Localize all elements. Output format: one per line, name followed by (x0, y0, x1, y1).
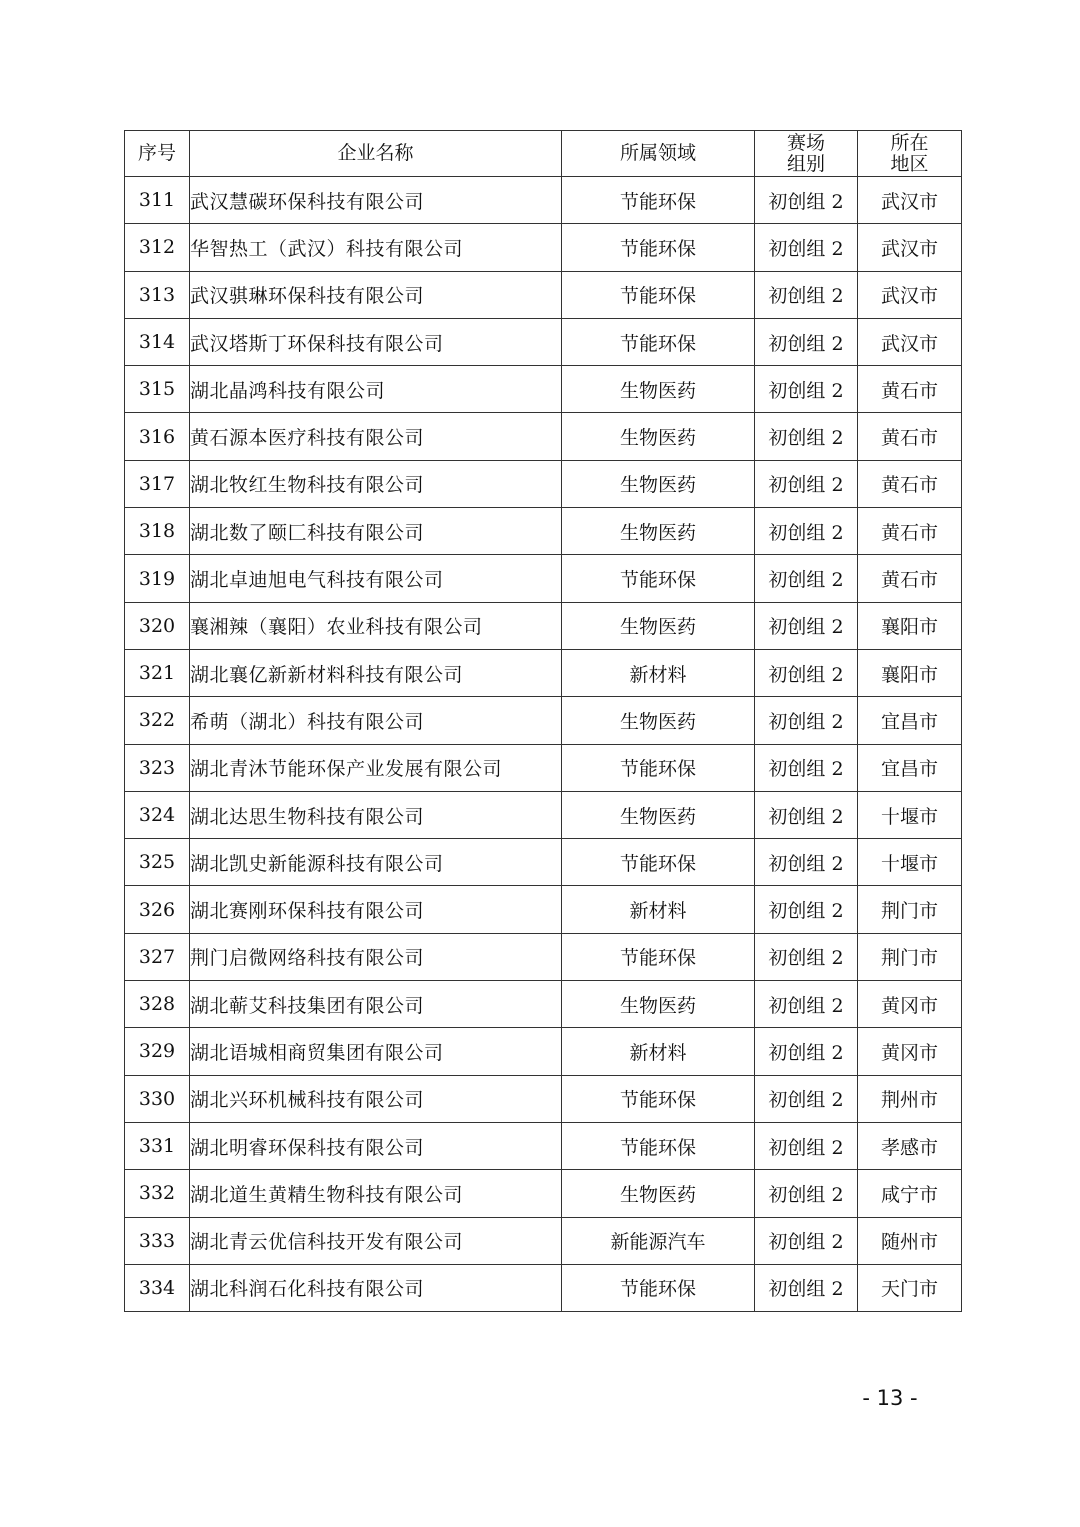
cell-group: 初创组 2 (755, 413, 858, 460)
cell-group: 初创组 2 (755, 1075, 858, 1122)
cell-no: 316 (125, 413, 190, 460)
cell-region: 黄冈市 (858, 1028, 962, 1075)
cell-group: 初创组 2 (755, 1122, 858, 1169)
cell-no: 325 (125, 839, 190, 886)
cell-group: 初创组 2 (755, 1028, 858, 1075)
cell-region: 武汉市 (858, 271, 962, 318)
cell-name: 湖北卓迪旭电气科技有限公司 (190, 555, 562, 602)
table-row (125, 1075, 962, 1122)
cell-region: 黄石市 (858, 555, 962, 602)
cell-name: 武汉塔斯丁环保科技有限公司 (190, 318, 562, 365)
cell-group: 初创组 2 (755, 271, 858, 318)
table-row (125, 649, 962, 696)
cell-group: 初创组 2 (755, 366, 858, 413)
table-row (125, 460, 962, 507)
table-row (125, 602, 962, 649)
cell-field: 节能环保 (562, 555, 755, 602)
cell-no: 332 (125, 1170, 190, 1217)
cell-no: 333 (125, 1217, 190, 1264)
cell-region: 荆州市 (858, 1075, 962, 1122)
table-row (125, 791, 962, 838)
cell-name: 湖北赛刚环保科技有限公司 (190, 886, 562, 933)
cell-group: 初创组 2 (755, 791, 858, 838)
table-row (125, 981, 962, 1028)
cell-region: 十堰市 (858, 791, 962, 838)
cell-group: 初创组 2 (755, 177, 858, 224)
cell-field: 节能环保 (562, 744, 755, 791)
cell-field: 生物医药 (562, 413, 755, 460)
cell-group: 初创组 2 (755, 744, 858, 791)
cell-group: 初创组 2 (755, 886, 858, 933)
cell-region: 宜昌市 (858, 697, 962, 744)
table-row (125, 1170, 962, 1217)
cell-group: 初创组 2 (755, 318, 858, 365)
cell-field: 生物医药 (562, 366, 755, 413)
cell-no: 314 (125, 318, 190, 365)
cell-region: 咸宁市 (858, 1170, 962, 1217)
cell-field: 生物医药 (562, 697, 755, 744)
cell-no: 317 (125, 460, 190, 507)
cell-region: 十堰市 (858, 839, 962, 886)
cell-field: 节能环保 (562, 839, 755, 886)
cell-region: 武汉市 (858, 318, 962, 365)
cell-field: 节能环保 (562, 177, 755, 224)
cell-group: 初创组 2 (755, 649, 858, 696)
table-row (125, 366, 962, 413)
cell-name: 荆门启微网络科技有限公司 (190, 933, 562, 980)
cell-region: 武汉市 (858, 224, 962, 271)
cell-no: 321 (125, 649, 190, 696)
cell-field: 节能环保 (562, 933, 755, 980)
cell-field: 节能环保 (562, 1075, 755, 1122)
cell-no: 328 (125, 981, 190, 1028)
cell-group: 初创组 2 (755, 1264, 858, 1311)
cell-group: 初创组 2 (755, 224, 858, 271)
header-group-line2: 组别 (786, 152, 825, 175)
cell-name: 湖北晶鸿科技有限公司 (190, 366, 562, 413)
cell-group: 初创组 2 (755, 460, 858, 507)
cell-no: 330 (125, 1075, 190, 1122)
cell-group: 初创组 2 (755, 697, 858, 744)
cell-no: 323 (125, 744, 190, 791)
cell-field: 节能环保 (562, 224, 755, 271)
cell-field: 生物医药 (562, 460, 755, 507)
cell-no: 313 (125, 271, 190, 318)
cell-field: 节能环保 (562, 1122, 755, 1169)
cell-group: 初创组 2 (755, 981, 858, 1028)
cell-name: 湖北凯史新能源科技有限公司 (190, 839, 562, 886)
table-body (125, 177, 962, 1312)
cell-field: 节能环保 (562, 1264, 755, 1311)
cell-name: 黄石源本医疗科技有限公司 (190, 413, 562, 460)
cell-field: 生物医药 (562, 602, 755, 649)
table-row (125, 555, 962, 602)
cell-name: 湖北兴环机械科技有限公司 (190, 1075, 562, 1122)
cell-name: 湖北青沐节能环保产业发展有限公司 (190, 744, 562, 791)
header-group-line1: 赛场 (786, 131, 825, 154)
cell-group: 初创组 2 (755, 508, 858, 555)
cell-region: 武汉市 (858, 177, 962, 224)
table-row (125, 1028, 962, 1075)
cell-name: 武汉慧碳环保科技有限公司 (190, 177, 562, 224)
cell-no: 334 (125, 1264, 190, 1311)
cell-no: 329 (125, 1028, 190, 1075)
cell-region: 随州市 (858, 1217, 962, 1264)
table-row (125, 697, 962, 744)
cell-group: 初创组 2 (755, 1170, 858, 1217)
table-row (125, 271, 962, 318)
cell-field: 新能源汽车 (562, 1217, 755, 1264)
table-row (125, 318, 962, 365)
table-row (125, 224, 962, 271)
table-row (125, 839, 962, 886)
cell-region: 黄冈市 (858, 981, 962, 1028)
enterprise-list-table (124, 130, 962, 1312)
cell-name: 湖北牧红生物科技有限公司 (190, 460, 562, 507)
cell-name: 湖北科润石化科技有限公司 (190, 1264, 562, 1311)
cell-no: 331 (125, 1122, 190, 1169)
cell-name: 湖北蕲艾科技集团有限公司 (190, 981, 562, 1028)
cell-name: 湖北青云优信科技开发有限公司 (190, 1217, 562, 1264)
cell-group: 初创组 2 (755, 1217, 858, 1264)
table-row (125, 1122, 962, 1169)
cell-no: 322 (125, 697, 190, 744)
cell-field: 新材料 (562, 649, 755, 696)
cell-field: 生物医药 (562, 791, 755, 838)
cell-region: 黄石市 (858, 366, 962, 413)
header-group (755, 131, 858, 177)
cell-field: 新材料 (562, 1028, 755, 1075)
cell-field: 节能环保 (562, 318, 755, 365)
table-row (125, 1264, 962, 1311)
cell-region: 黄石市 (858, 460, 962, 507)
cell-no: 327 (125, 933, 190, 980)
cell-no: 326 (125, 886, 190, 933)
cell-no: 315 (125, 366, 190, 413)
cell-group: 初创组 2 (755, 555, 858, 602)
cell-region: 天门市 (858, 1264, 962, 1311)
cell-no: 318 (125, 508, 190, 555)
header-field: 所属领域 (562, 131, 755, 177)
cell-region: 襄阳市 (858, 602, 962, 649)
cell-no: 312 (125, 224, 190, 271)
cell-name: 湖北襄亿新新材料科技有限公司 (190, 649, 562, 696)
cell-region: 襄阳市 (858, 649, 962, 696)
cell-no: 311 (125, 177, 190, 224)
cell-name: 襄湘辣（襄阳）农业科技有限公司 (190, 602, 562, 649)
header-region-line1: 所在 (890, 131, 929, 154)
table-header-row (125, 131, 962, 177)
cell-region: 黄石市 (858, 508, 962, 555)
cell-name: 华智热工（武汉）科技有限公司 (190, 224, 562, 271)
cell-region: 黄石市 (858, 413, 962, 460)
cell-group: 初创组 2 (755, 933, 858, 980)
header-region-line2: 地区 (890, 152, 929, 175)
table-row (125, 886, 962, 933)
table-row (125, 508, 962, 555)
cell-region: 荆门市 (858, 933, 962, 980)
cell-name: 湖北达思生物科技有限公司 (190, 791, 562, 838)
header-no: 序号 (125, 131, 190, 177)
cell-group: 初创组 2 (755, 602, 858, 649)
table-row (125, 933, 962, 980)
cell-name: 武汉骐琳环保科技有限公司 (190, 271, 562, 318)
cell-no: 324 (125, 791, 190, 838)
header-name: 企业名称 (190, 131, 562, 177)
cell-field: 新材料 (562, 886, 755, 933)
cell-region: 荆门市 (858, 886, 962, 933)
table-row (125, 177, 962, 224)
cell-no: 319 (125, 555, 190, 602)
cell-field: 生物医药 (562, 508, 755, 555)
header-region (858, 131, 962, 177)
cell-field: 生物医药 (562, 1170, 755, 1217)
cell-field: 生物医药 (562, 981, 755, 1028)
table-row (125, 744, 962, 791)
cell-region: 宜昌市 (858, 744, 962, 791)
table-row (125, 413, 962, 460)
table-row (125, 1217, 962, 1264)
page-number: - 13 - (862, 1386, 918, 1410)
cell-no: 320 (125, 602, 190, 649)
cell-region: 孝感市 (858, 1122, 962, 1169)
cell-field: 节能环保 (562, 271, 755, 318)
cell-group: 初创组 2 (755, 839, 858, 886)
cell-name: 希萌（湖北）科技有限公司 (190, 697, 562, 744)
cell-name: 湖北明睿环保科技有限公司 (190, 1122, 562, 1169)
cell-name: 湖北道生黄精生物科技有限公司 (190, 1170, 562, 1217)
cell-name: 湖北数了颐匚科技有限公司 (190, 508, 562, 555)
cell-name: 湖北语城相商贸集团有限公司 (190, 1028, 562, 1075)
